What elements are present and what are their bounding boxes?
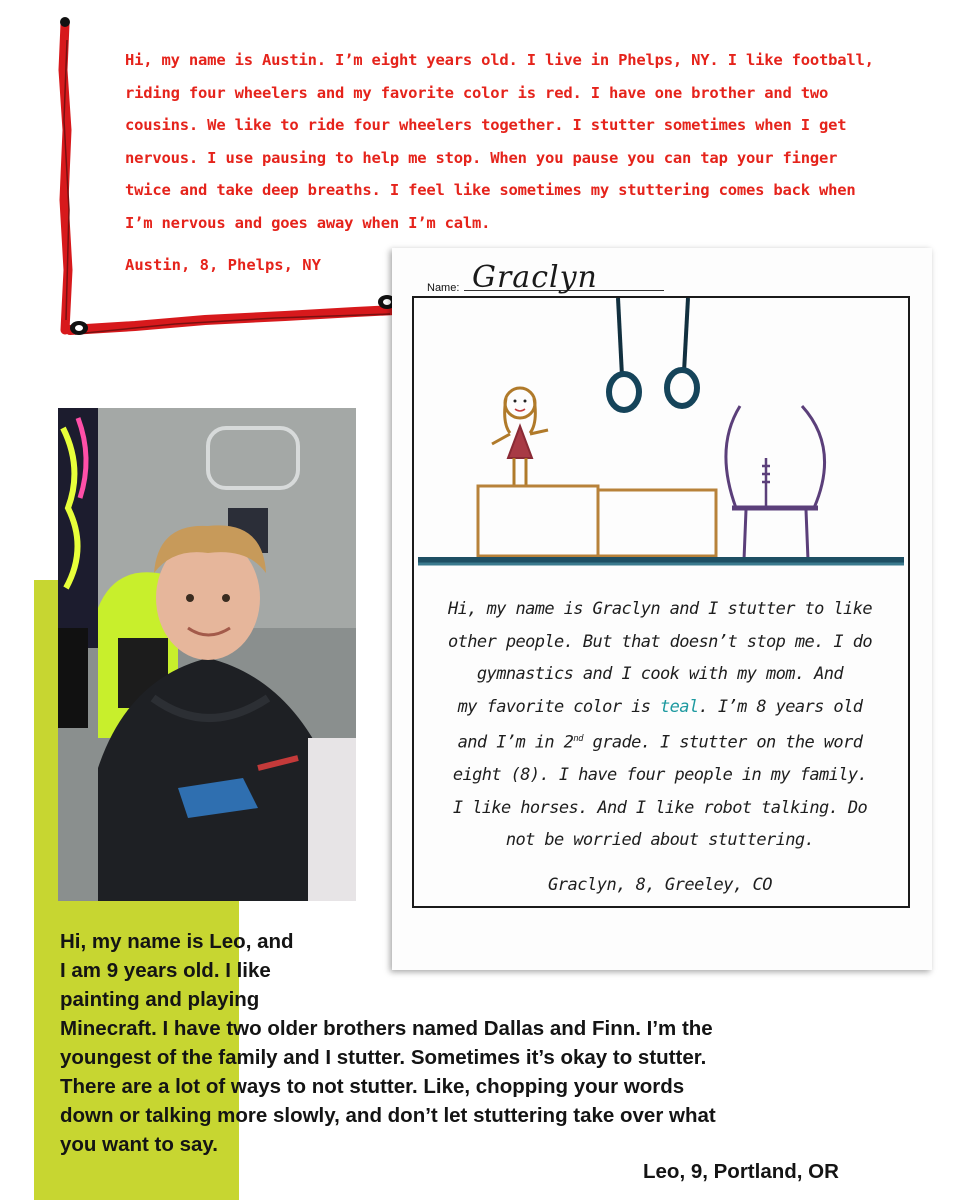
graclyn-signature: Graclyn, 8, Greeley, CO	[548, 875, 772, 895]
leo-line: I am 9 years old. I like	[60, 959, 271, 982]
leo-line: youngest of the family and I stutter. Sometimes it’s okay to stutter.	[60, 1046, 707, 1069]
leo-line: Minecraft. I have two older brothers named Dallas and Finn. I’m the	[60, 1017, 713, 1040]
graclyn-line-part: . I’m 8 years old	[698, 696, 863, 717]
austin-line: cousins. We like to ride four wheelers together. I stutter sometimes when I get	[125, 116, 847, 134]
name-label: Name:	[427, 282, 460, 294]
graclyn-line	[410, 691, 910, 724]
frame-wheel-icon	[60, 17, 70, 27]
graclyn-worksheet	[392, 248, 932, 970]
austin-line: Hi, my name is Austin. I’m eight years old. I live in Phelps, NY. I like football,	[125, 51, 874, 69]
gymnastics-drawing	[414, 298, 908, 573]
austin-line: nervous. I use pausing to help me stop. When you pause you can tap your finger	[125, 148, 838, 167]
austin-line: I’m nervous and goes away when I’m calm.	[125, 213, 491, 232]
graclyn-story	[410, 593, 910, 857]
leo-line: painting and playing	[60, 988, 260, 1011]
ring-icon	[667, 370, 697, 406]
graclyn-line-part: and I’m in 2	[457, 732, 574, 753]
graclyn-line: gymnastics and I cook with my mom. And	[476, 664, 844, 684]
ring-icon	[609, 374, 639, 410]
leo-line: down or talking more slowly, and don’t let stuttering take over what	[60, 1104, 716, 1127]
teal-word: teal	[660, 696, 699, 717]
austin-line: riding four wheelers and my favorite color is red. I have one brother and two	[125, 83, 829, 102]
graclyn-line-part: my favorite color is	[457, 696, 660, 717]
leo-line: There are a lot of ways to not stutter. Like, chopping your words	[60, 1075, 685, 1098]
name-value: Graclyn	[472, 260, 598, 295]
graclyn-line: not be worried about stuttering.	[505, 830, 815, 851]
graclyn-line: eight (8). I have four people in my family.	[452, 765, 868, 786]
graclyn-line: I like horses. And I like robot talking. Do	[452, 797, 868, 818]
graclyn-line: other people. But that doesn’t stop me. I do	[448, 631, 872, 652]
leo-photo	[58, 408, 356, 901]
graclyn-line	[410, 723, 910, 759]
leo-line: Hi, my name is Leo, and	[60, 930, 294, 953]
leo-story	[60, 927, 940, 1159]
leo-line: you want to say.	[60, 1133, 218, 1156]
graclyn-line: Hi, my name is Graclyn and I stutter to like	[448, 599, 872, 619]
leo-signature: Leo, 9, Portland, OR	[643, 1160, 839, 1183]
graclyn-line-part: grade. I stutter on the word	[582, 732, 863, 753]
austin-signature: Austin, 8, Phelps, NY	[125, 256, 321, 274]
austin-line: twice and take deep breaths. I feel like sometimes my stuttering comes back when	[125, 181, 856, 199]
austin-story	[125, 44, 915, 239]
ordinal-suffix: nd	[573, 734, 583, 744]
